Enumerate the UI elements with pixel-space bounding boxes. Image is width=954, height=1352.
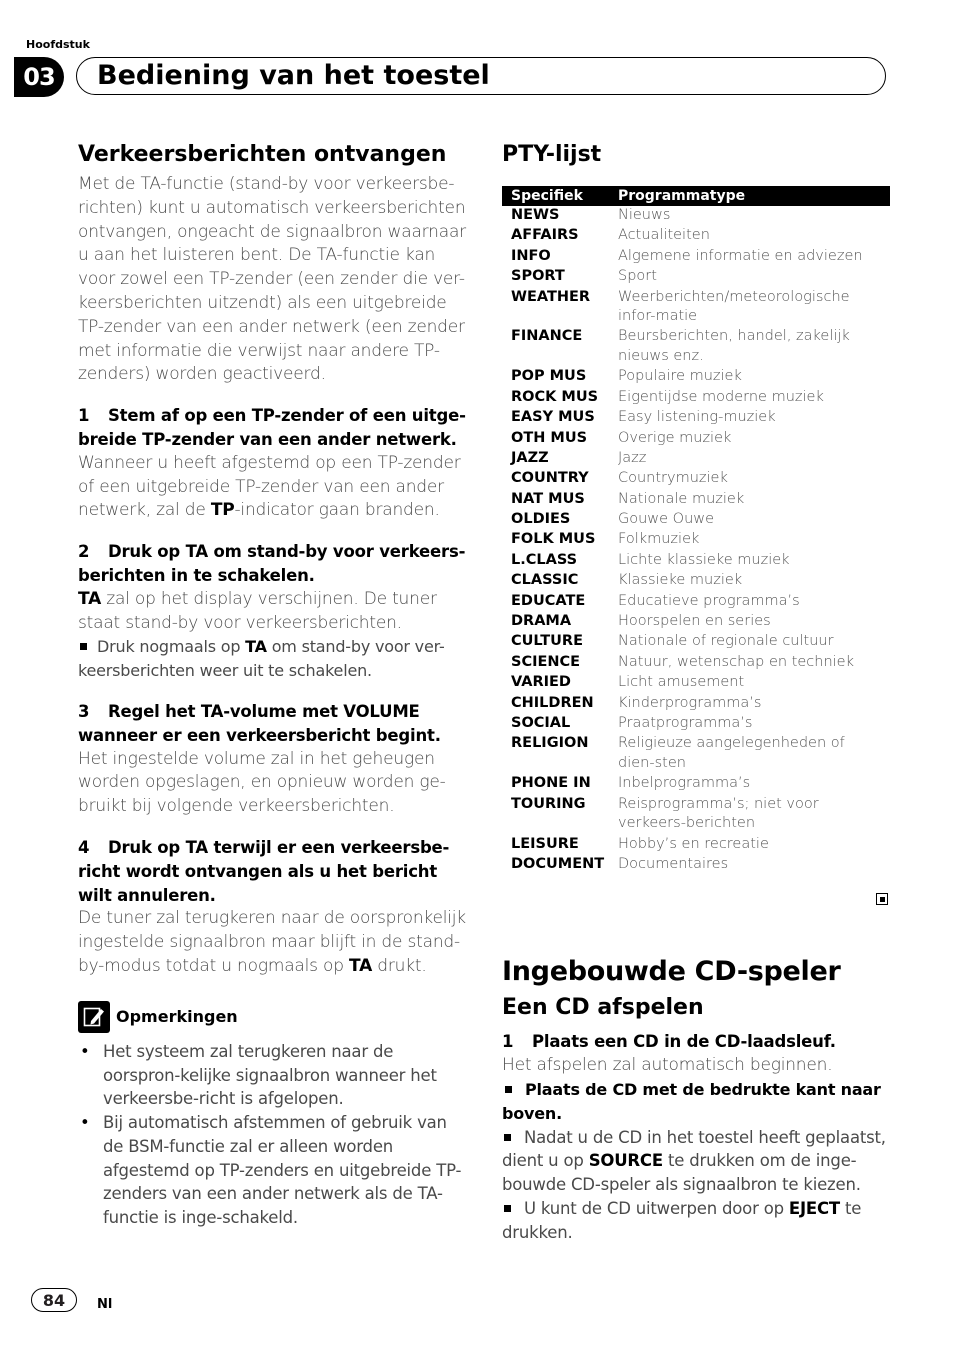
- step-title-text: Druk op TA terwijl er een verkeersbe-richt wordt ontvangen als u het bericht wilt annuleren.: [78, 837, 450, 905]
- cd-heading: Ingebouwde CD-speler: [502, 956, 841, 988]
- step-text: drukt.: [372, 955, 427, 976]
- pty-code: VARIED: [511, 674, 571, 691]
- pty-description: Lichte klassieke muziek: [618, 551, 790, 568]
- chapter-title: Bediening van het toestel: [97, 60, 490, 91]
- step-title-text: Regel het TA-volume met VOLUME wanneer er een verkeersbericht begint.: [78, 701, 441, 745]
- pty-description: Folkmuziek: [618, 531, 700, 548]
- pty-code: POP MUS: [511, 368, 587, 385]
- pty-row: [502, 288, 890, 328]
- pty-row: [502, 469, 890, 489]
- pty-row: [502, 714, 890, 734]
- pty-code: TOURING: [511, 795, 586, 812]
- pty-description: Beursberichten, handel, zakelijk nieuws enz.: [618, 328, 850, 364]
- chapter-label: Hoofdstuk: [26, 38, 90, 51]
- pencil-note-icon: [78, 1001, 110, 1033]
- pty-row: [502, 592, 890, 612]
- pty-code: NAT MUS: [511, 490, 585, 507]
- ta-keyword: TA: [245, 637, 267, 657]
- pty-row: [502, 367, 890, 387]
- pty-code: RELIGION: [511, 735, 589, 752]
- pty-row: [502, 247, 890, 267]
- step-2-title: [78, 540, 468, 588]
- source-keyword: SOURCE: [588, 1151, 663, 1171]
- pty-code: NEWS: [511, 207, 560, 223]
- pty-description: Nationale of regionale cultuur: [618, 633, 834, 650]
- pty-description: Klassieke muziek: [618, 572, 743, 589]
- pty-row: [502, 408, 890, 428]
- cd-note-eject: [502, 1197, 890, 1245]
- pty-code: PHONE IN: [511, 775, 591, 792]
- step-title-text: Druk op TA om stand-by voor verkeers-berichten in te schakelen.: [78, 542, 466, 585]
- pty-row: [502, 510, 890, 530]
- step-title-text: Plaats een CD in de CD-laadsleuf.: [532, 1032, 836, 1052]
- pty-row: [502, 734, 890, 774]
- pty-row: [502, 612, 890, 632]
- step-text: Wanneer u heeft afgestemd op een TP-zender of een uitgebreide TP-zender van een ander netwerk, zal de: [78, 452, 461, 521]
- notes-header: [78, 1001, 468, 1033]
- note-text: Plaats de: [525, 1079, 613, 1099]
- pty-row: [502, 327, 890, 367]
- pty-code: WEATHER: [511, 288, 591, 305]
- note-text: om stand-by voor ver-keersberichten weer uit te schakelen.: [78, 637, 445, 681]
- pty-code: CULTURE: [511, 633, 583, 650]
- cd-keyword: CD: [612, 1079, 638, 1099]
- pty-description: Kinderprogramma’s: [618, 694, 762, 711]
- pty-description: Algemene informatie en adviezen: [618, 247, 863, 264]
- step-number: 1: [502, 1032, 514, 1052]
- note-text: Druk nogmaals op: [97, 637, 246, 657]
- column-header-code: Specifiek: [502, 186, 618, 206]
- pty-code: DOCUMENT: [511, 855, 605, 872]
- pty-row: [502, 632, 890, 652]
- step-4-text: [78, 907, 468, 978]
- intro-paragraph: Met de TA-functie (stand-by voor verkeersbe-richten) kunt u automatisch verkeersberichten ontvangen, ongeacht de signaalbron waarnaar u aan het luisteren bent. De TA-functie kan voor zowel een TP-zender (een zender die ver-keersberichten uitzendt) als een uitgebreide TP-zender van een ander netwerk (een zender met informatie die verwijst naar andere TP-zenders) worden geactiveerd.: [78, 174, 466, 385]
- pty-description: Easy listening-muziek: [618, 409, 776, 426]
- pty-heading: PTY-lijst: [502, 142, 602, 167]
- pty-code: INFO: [511, 247, 551, 264]
- pty-table-header: [502, 186, 890, 206]
- pty-code: OTH MUS: [511, 429, 588, 446]
- pty-description: Countrymuziek: [618, 470, 728, 487]
- pty-description: Actualiteiten: [618, 227, 710, 244]
- pty-row: [502, 267, 890, 287]
- pty-description: Gouwe Ouwe: [618, 511, 715, 528]
- pty-description: Documentaires: [618, 855, 729, 872]
- column-header-type: Programmatype: [618, 186, 890, 206]
- pty-description: Weerberichten/meteorologische infor-matie: [618, 288, 850, 325]
- page-number: 84: [31, 1288, 77, 1312]
- pty-table: [502, 186, 890, 875]
- step-text: -indicator gaan branden.: [234, 500, 440, 521]
- step-2-text: [78, 588, 468, 636]
- step-number: 2: [78, 542, 90, 562]
- pty-code: FOLK MUS: [511, 531, 596, 548]
- tp-keyword: TP: [210, 500, 235, 521]
- section-heading-traffic: Verkeersberichten ontvangen: [78, 142, 447, 167]
- pty-code: JAZZ: [511, 449, 549, 466]
- pty-code: ROCK MUS: [511, 388, 599, 405]
- step-text: De tuner zal terugkeren naar de oorspronkelijk ingestelde signaalbron maar blijft in de stand-by-modus totdat u nogmaals op: [78, 908, 466, 976]
- pty-row: [502, 653, 890, 673]
- pty-row: [502, 449, 890, 469]
- step-2-note: [78, 635, 468, 683]
- pty-row: [502, 490, 890, 510]
- pty-description: Nationale muziek: [618, 490, 745, 507]
- note-item: • Bij automatisch afstemmen of gebruik van de BSM-functie zal er alleen worden afgestemd op TP-zenders en uitgebreide TP-zenders van een ander netwerk als de TA-functie is inge-schakeld.: [78, 1111, 468, 1230]
- pty-description: Sport: [618, 268, 657, 285]
- notes-list: [78, 1040, 468, 1230]
- pty-row: [502, 530, 890, 550]
- section-end-icon: [876, 893, 888, 905]
- cd-subheading: Een CD afspelen: [502, 995, 704, 1021]
- pty-description: Praatprogramma’s: [618, 714, 753, 731]
- step-3-text: Het ingestelde volume zal in het geheugen worden opgeslagen, en opnieuw worden ge-bruikt bij volgende verkeersberichten.: [78, 748, 446, 817]
- pty-code: SCIENCE: [511, 653, 581, 670]
- cd-bold-note: [502, 1078, 890, 1126]
- step-number: 3: [78, 701, 90, 721]
- note-text: U kunt de CD uitwerpen door op: [524, 1198, 789, 1218]
- step-number: 4: [78, 837, 90, 857]
- pty-description: Hobby’s en recreatie: [618, 835, 769, 852]
- pty-description: Overige muziek: [618, 429, 732, 446]
- pty-description: Nieuws: [618, 207, 671, 223]
- pty-row: [502, 226, 890, 246]
- pty-code: CLASSIC: [511, 572, 579, 589]
- chapter-number-badge: 03: [14, 57, 64, 97]
- square-bullet-icon: [504, 1205, 511, 1212]
- pty-code: SOCIAL: [511, 714, 571, 731]
- note-text: met de bedrukte kant naar boven.: [502, 1079, 881, 1123]
- note-text: te drukken.: [502, 1198, 862, 1242]
- step-title-text: Stem af op een TP-zender of een uitge-breide TP-zender van een ander netwerk.: [78, 406, 466, 449]
- pty-row: [502, 673, 890, 693]
- left-column: [78, 140, 468, 1230]
- pty-row: [502, 855, 890, 875]
- pty-row: [502, 429, 890, 449]
- pty-code: EDUCATE: [511, 592, 586, 609]
- pty-description: Eigentijdse moderne muziek: [618, 388, 824, 405]
- pty-description: Inbelprogramma’s: [618, 775, 751, 792]
- step-4-title: [78, 836, 468, 907]
- cd-step-1-text: Het afspelen zal automatisch beginnen.: [502, 1055, 833, 1076]
- pty-description: Hoorspelen en series: [618, 613, 771, 630]
- step-1-text: [78, 452, 468, 523]
- cd-step-1-title: [502, 1030, 890, 1054]
- note-text: Nadat u de CD in het toestel heeft geplaatst, dient u op: [502, 1127, 886, 1171]
- pty-row: [502, 388, 890, 408]
- pty-code: OLDIES: [511, 511, 571, 528]
- step-number: 1: [78, 406, 90, 426]
- ta-keyword: TA: [78, 588, 102, 609]
- pty-code: EASY MUS: [511, 409, 595, 426]
- pty-code: SPORT: [511, 268, 565, 285]
- right-column: [502, 140, 890, 1245]
- pty-table-body: [502, 206, 890, 875]
- pty-row: [502, 795, 890, 835]
- pty-description: Licht amusement: [618, 674, 745, 691]
- pty-code: L.CLASS: [511, 551, 578, 568]
- notes-label: Opmerkingen: [116, 1007, 238, 1027]
- pty-description: Reisprogramma’s; niet voor verkeers-berichten: [618, 795, 819, 832]
- pty-code: FINANCE: [511, 328, 583, 345]
- pty-code: CHILDREN: [511, 694, 594, 711]
- pty-row: [502, 206, 890, 226]
- pty-code: COUNTRY: [511, 470, 589, 487]
- step-3-title: [78, 700, 468, 748]
- pty-description: Natuur, wetenschap en techniek: [618, 653, 854, 670]
- cd-note-source: [502, 1126, 890, 1197]
- step-1-title: [78, 404, 468, 452]
- pty-description: Jazz: [618, 449, 647, 466]
- ta-keyword: TA: [349, 955, 373, 976]
- pty-code: AFFAIRS: [511, 227, 579, 244]
- language-code: Nl: [97, 1297, 113, 1312]
- pty-code: DRAMA: [511, 613, 572, 630]
- pty-row: [502, 774, 890, 794]
- pty-description: Religieuze aangelegenheden of dien-sten: [618, 735, 845, 771]
- step-text: zal op het display verschijnen. De tuner staat stand-by voor verkeersberichten.: [78, 588, 437, 633]
- note-text: te drukken om de inge-bouwde CD-speler als signaalbron te kiezen.: [502, 1151, 861, 1195]
- pty-row: [502, 835, 890, 855]
- pty-code: LEISURE: [511, 835, 579, 852]
- square-bullet-icon: [505, 1086, 512, 1093]
- note-item: • Het systeem zal terugkeren naar de oorspron-kelijke signaalbron wanneer het verkeersbe-richt is afgelopen.: [78, 1040, 468, 1111]
- pty-description: Educatieve programma’s: [618, 592, 800, 609]
- square-bullet-icon: [504, 1134, 511, 1141]
- pty-row: [502, 571, 890, 591]
- pty-description: Populaire muziek: [618, 368, 742, 385]
- square-bullet-icon: [80, 643, 87, 650]
- pty-row: [502, 694, 890, 714]
- pty-row: [502, 551, 890, 571]
- eject-keyword: EJECT: [788, 1198, 840, 1218]
